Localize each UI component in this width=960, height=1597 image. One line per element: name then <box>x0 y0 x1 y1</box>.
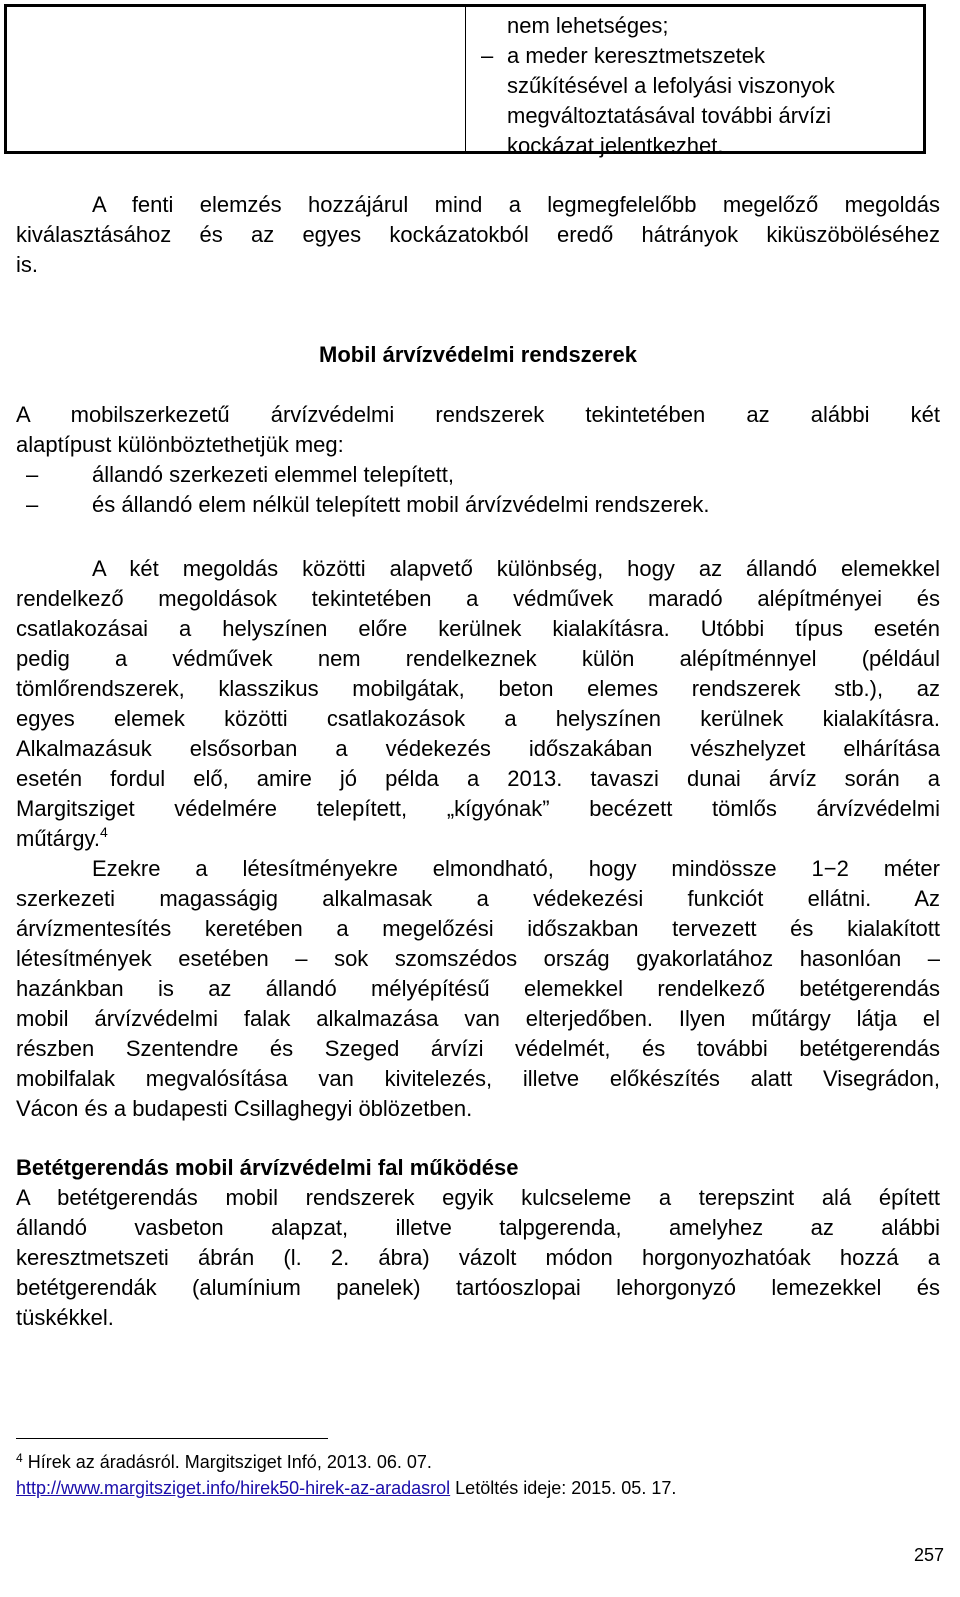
text-line: egyes elemek közötti csatlakozások a helyszínen kerülnek kialakításra. <box>16 706 940 731</box>
text-line: pedig a védművek nem rendelkeznek külön alépítménnyel (például <box>16 646 940 671</box>
text-line: kiválasztásához és az egyes kockázatokból eredő hátrányok kiküszöböléséhez <box>16 222 940 247</box>
text-line: tömlőrendszerek, klasszikus mobilgátak, beton elemes rendszerek stb.), az <box>16 676 940 701</box>
text-line <box>16 824 940 854</box>
text-line: mobilfalak megvalósítása van kivitelezés, illetve előkészítés alatt Visegrádon, <box>16 1066 940 1091</box>
dash-bullet: – <box>481 43 494 68</box>
table-bullet <box>481 41 917 71</box>
intro-paragraph <box>16 190 940 280</box>
dash-bullet: – <box>26 462 39 487</box>
footnote-line <box>16 1475 676 1501</box>
text-line: szerkezeti magasságig alkalmasak a védekezési funkciót ellátni. Az <box>16 886 940 911</box>
list-item-text: állandó szerkezeti elemmel telepített, <box>92 462 454 487</box>
table-divider <box>465 7 466 151</box>
text-line: A két megoldás közötti alapvető különbség, hogy az állandó elemekkel <box>92 556 940 581</box>
text-line: Alkalmazásuk elsősorban a védekezés időszakában vészhelyzet elhárítása <box>16 736 940 761</box>
footnote <box>16 1449 676 1501</box>
table-line: kockázat jelentkezhet. <box>507 133 724 158</box>
text-line: A fenti elemzés hozzájárul mind a legmegfelelőbb megelőző megoldás <box>92 192 940 217</box>
paragraph <box>16 854 940 1124</box>
table-cell-right <box>481 11 917 161</box>
table-fragment <box>4 4 926 158</box>
footnote-line <box>16 1449 676 1475</box>
text-line: hazánkban is az állandó mélyépítésű elemekkel rendelkező betétgerendás <box>16 976 940 1001</box>
bullet-list <box>16 460 940 520</box>
footnote-retrieved: Letöltés ideje: 2015. 05. 17. <box>450 1478 677 1498</box>
text-line: keresztmetszeti ábrán (l. 2. ábra) vázolt módon horgonyozhatóak hozzá a <box>16 1245 940 1270</box>
text-line: tüskékkel. <box>16 1305 114 1330</box>
text-line: mobil árvízvédelmi falak alkalmazása van elterjedőben. Ilyen műtárgy látja el <box>16 1006 940 1031</box>
text-line: rendelkező megoldások tekintetében a védművek maradó alépítményei és <box>16 586 940 611</box>
table-line: a meder keresztmetszetek <box>507 43 765 68</box>
paragraph <box>16 400 940 460</box>
text-line: létesítmények esetében – sok szomszédos ország gyakorlatához hasonlóan – <box>16 946 940 971</box>
table-line: nem lehetséges; <box>507 13 669 38</box>
table-line: megváltoztatásával további árvízi <box>507 103 832 128</box>
text-line: árvízmentesítés keretében a megelőzési időszakban tervezett és kialakított <box>16 916 940 941</box>
section-title: Betétgerendás mobil árvízvédelmi fal működése <box>16 1155 519 1180</box>
text-fragment: műtárgy. <box>16 826 100 851</box>
list-item <box>16 490 940 520</box>
text-line: Vácon és a budapesti Csillaghegyi öblözetben. <box>16 1096 473 1121</box>
list-item <box>16 460 940 490</box>
text-line: alaptípust különböztethetjük meg: <box>16 432 344 457</box>
page-number: 257 <box>913 1545 944 1565</box>
footnote-ref[interactable]: 4 <box>99 824 108 840</box>
text-line: állandó vasbeton alapzat, illetve talpgerenda, amelyhez az alábbi <box>16 1215 940 1240</box>
footnote-text: Hírek az áradásról. Margitsziget Infó, 2013. 06. 07. <box>27 1452 432 1472</box>
footnote-separator <box>16 1438 328 1439</box>
list-item-text: és állandó elem nélkül telepített mobil árvízvédelmi rendszerek. <box>92 492 710 517</box>
table-line: szűkítésével a lefolyási viszonyok <box>507 73 835 98</box>
text-line: csatlakozásai a helyszínen előre kerülnek kialakításra. Utóbbi típus esetén <box>16 616 940 641</box>
footnote-link[interactable]: http://www.margitsziget.info/hirek50-hirek-az-aradasrol <box>16 1478 451 1498</box>
text-line: is. <box>16 252 38 277</box>
text-line: részben Szentendre és Szeged árvízi védelmét, és további betétgerendás <box>16 1036 940 1061</box>
paragraph <box>16 1183 940 1333</box>
text-line: esetén fordul elő, amire jó példa a 2013. tavaszi dunai árvíz során a <box>16 766 940 791</box>
dash-bullet: – <box>26 492 39 517</box>
section-title: Mobil árvízvédelmi rendszerek <box>319 342 637 367</box>
text-line: Margitsziget védelmére telepített, „kígyónak” becézett tömlős árvízvédelmi <box>16 796 940 821</box>
text-line: A mobilszerkezetű árvízvédelmi rendszerek tekintetében az alábbi két <box>16 402 940 427</box>
text-line: betétgerendák (alumínium panelek) tartóoszlopai lehorgonyzó lemezekkel és <box>16 1275 940 1300</box>
text-line: Ezekre a létesítményekre elmondható, hogy mindössze 1−2 méter <box>92 856 940 881</box>
paragraph <box>16 554 940 854</box>
text-line: A betétgerendás mobil rendszerek egyik kulcseleme a terepszint alá épített <box>16 1185 940 1210</box>
footnote-number: 4 <box>16 1451 23 1465</box>
